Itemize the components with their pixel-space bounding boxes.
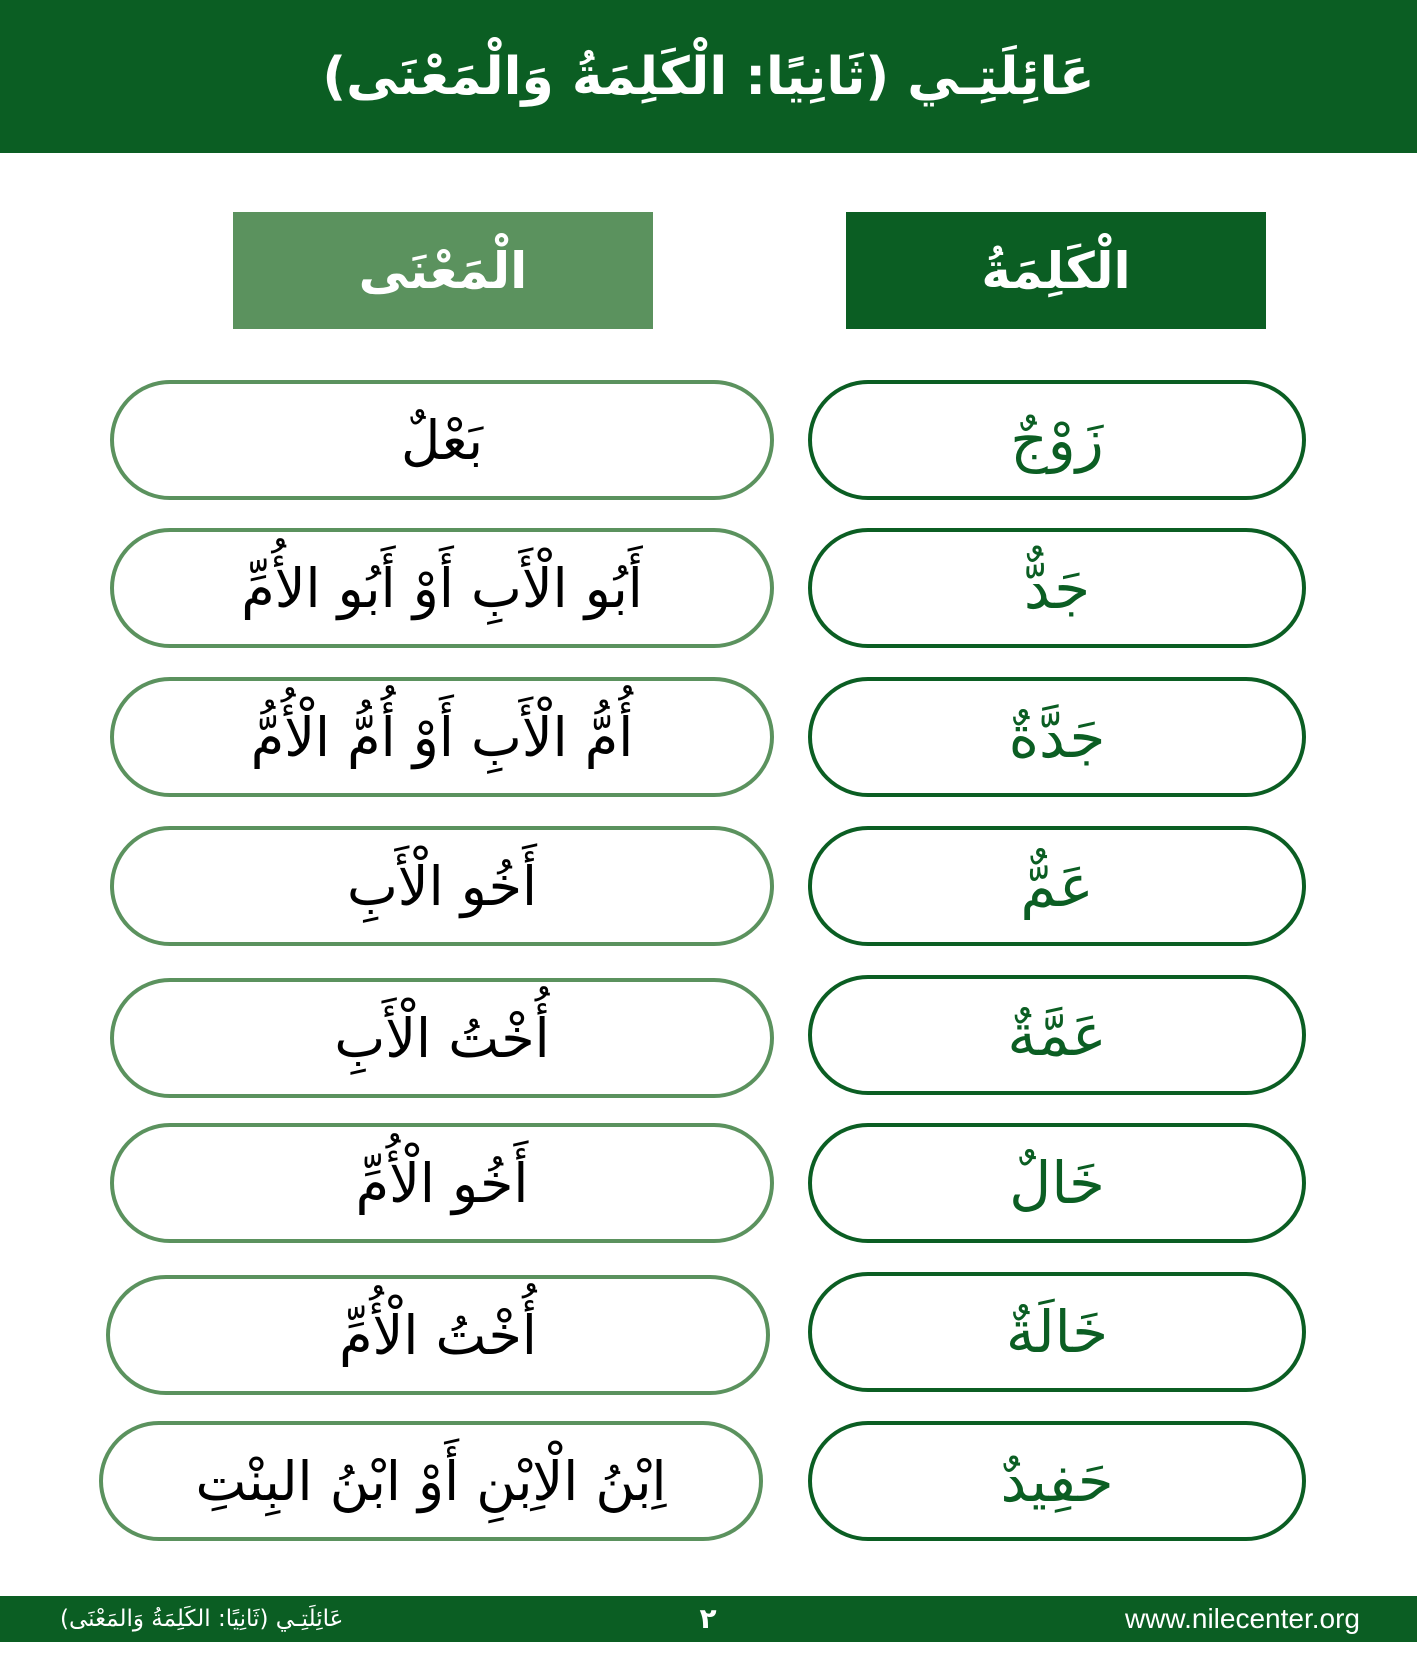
meaning-cell: أُمُّ الْأَبِ أَوْ أُمُّ الْأُمُّ (110, 677, 774, 797)
word-cell: حَفِيدٌ (808, 1421, 1306, 1541)
word-cell: عَمَّةٌ (808, 975, 1306, 1095)
meaning-cell: أَخُو الْأُمِّ (110, 1123, 774, 1243)
website-link[interactable]: www.nilecenter.org (1124, 1603, 1360, 1634)
word-cell: زَوْجٌ (808, 380, 1306, 500)
meaning-cell: أُخْتُ الْأُمِّ (106, 1275, 770, 1395)
word-cell: جَدَّةٌ (808, 677, 1306, 797)
page-title: عَائِلَتِـي (ثَانِيًا: الْكَلِمَةُ وَالْمَعْنَى) (322, 46, 1095, 107)
column-header-meaning: الْمَعْنَى (233, 212, 653, 329)
word-cell: جَدٌّ (808, 528, 1306, 648)
word-cell: خَالٌ (808, 1123, 1306, 1243)
page-header (0, 0, 1417, 153)
page-number: ٢ (699, 1602, 717, 1635)
meaning-cell: أَخُو الْأَبِ (110, 826, 774, 946)
footer-title: عَائِلَتِـي (ثَانِيًا: الكَلِمَةُ وَالمَعْنَى) (60, 1606, 344, 1632)
meaning-cell: أُخْتُ الْأَبِ (110, 978, 774, 1098)
meaning-cell: أَبُو الْأَبِ أَوْ أَبُو الأُمِّ (110, 528, 774, 648)
word-cell: خَالَةٌ (808, 1272, 1306, 1392)
meaning-cell: اِبْنُ الْاِبْنِ أَوْ ابْنُ البِنْتِ (99, 1421, 763, 1541)
word-cell: عَمٌّ (808, 826, 1306, 946)
column-header-word: الْكَلِمَةُ (846, 212, 1266, 329)
page-footer (0, 1596, 1417, 1642)
meaning-cell: بَعْلٌ (110, 380, 774, 500)
